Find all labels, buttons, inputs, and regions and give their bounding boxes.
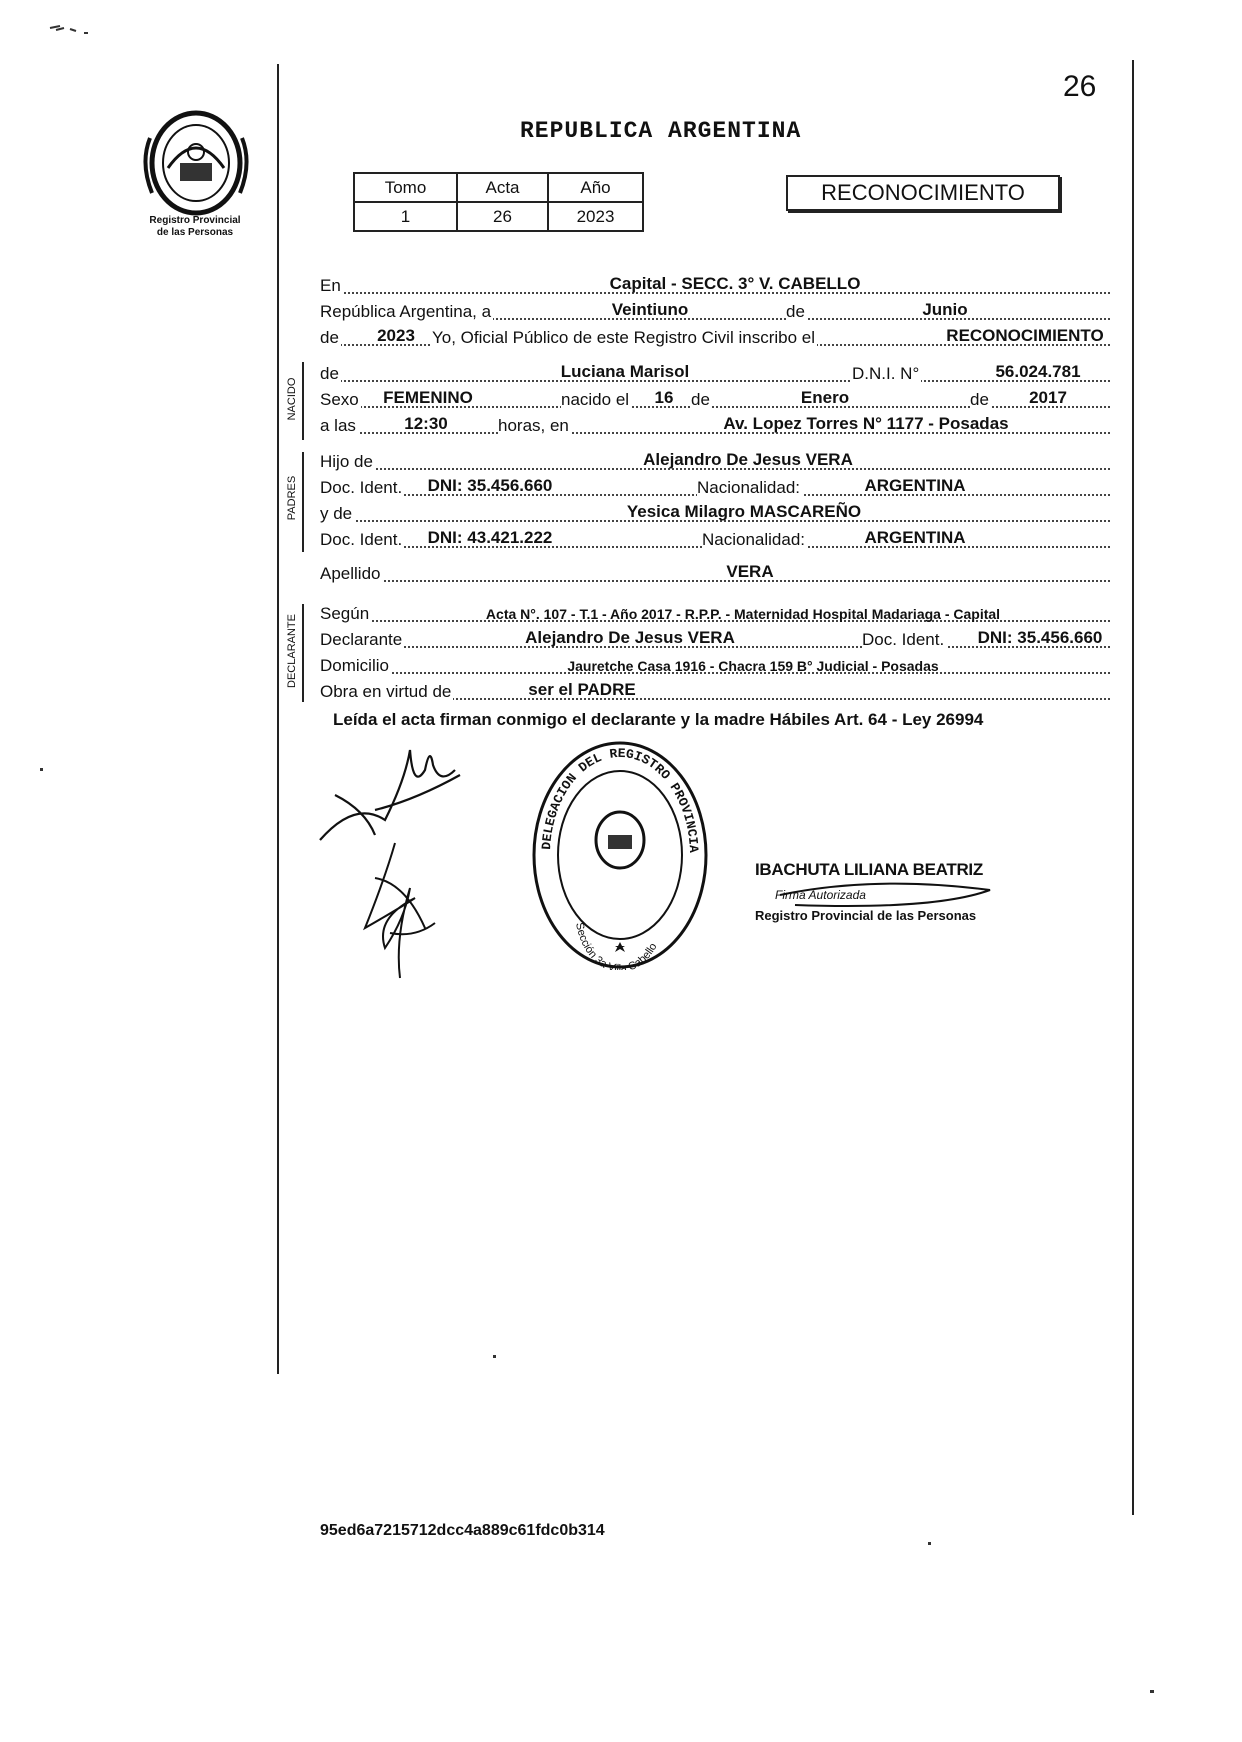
province-coat-of-arms-logo — [140, 108, 252, 218]
value-dia-nacimiento: 16 — [654, 388, 674, 407]
value-sexo: FEMENINO — [383, 388, 473, 407]
value-segun: Acta N°. 107 - T.1 - Año 2017 - R.P.P. - Maternidad Hospital Madariaga - Capital — [485, 606, 1001, 622]
value-mes: Junio — [922, 300, 968, 319]
row-anio-acto — [320, 324, 1110, 348]
register-header-acta: Acta — [457, 173, 548, 202]
value-lugar: Capital - SECC. 3° V. CABELLO — [609, 274, 861, 293]
scan-speck — [1150, 1690, 1154, 1693]
row-obra — [320, 678, 1110, 702]
right-margin-line — [1132, 60, 1134, 1515]
label-republica: República Argentina, a — [320, 302, 492, 321]
label-declarante: Declarante — [320, 630, 403, 649]
scan-mark — [48, 22, 98, 36]
row-madre-doc — [320, 526, 1110, 550]
registry-seal — [530, 740, 710, 970]
value-madre-nac: ARGENTINA — [864, 528, 966, 547]
row-fecha — [320, 298, 1110, 322]
document-hash: 95ed6a7215712dcc4a889c61fdc0b314 — [320, 1522, 605, 1539]
label-doc-declarante: Doc. Ident. — [862, 630, 945, 649]
value-doc-declarante: DNI: 35.456.660 — [977, 628, 1103, 647]
value-apellido: VERA — [726, 562, 774, 581]
value-declarante: Alejandro De Jesus VERA — [525, 628, 735, 647]
value-domicilio: Jauretche Casa 1916 - Chacra 159 B° Judicial - Posadas — [567, 658, 939, 674]
nacido-bracket — [302, 362, 304, 440]
value-acto: RECONOCIMIENTO — [946, 326, 1104, 345]
row-segun — [320, 600, 1110, 624]
label-doc-padre: Doc. Ident. — [320, 478, 403, 497]
register-value-anio: 2023 — [548, 202, 643, 231]
label-obra: Obra en virtud de — [320, 682, 452, 701]
value-padre-doc: DNI: 35.456.660 — [427, 476, 553, 495]
authority-stamp — [755, 855, 1015, 940]
record-type-box: RECONOCIMIENTO — [786, 175, 1060, 211]
label-y-de: y de — [320, 504, 353, 523]
section-label-declarante: DECLARANTE — [286, 614, 298, 688]
row-declarante — [320, 626, 1110, 650]
row-domicilio — [320, 652, 1110, 676]
value-madre-doc: DNI: 43.421.222 — [427, 528, 553, 547]
declarante-bracket — [302, 604, 304, 702]
label-en: En — [320, 276, 341, 295]
row-nacido-nombre — [320, 360, 1110, 384]
left-margin-line — [277, 64, 279, 1374]
label-nac-padre: Nacionalidad: — [697, 478, 801, 497]
register-value-tomo: 1 — [354, 202, 457, 231]
label-apellido: Apellido — [320, 564, 381, 583]
label-domicilio: Domicilio — [320, 656, 389, 675]
register-header-anio: Año — [548, 173, 643, 202]
logo-caption: Registro Provincial de las Personas — [149, 215, 241, 238]
section-label-nacido: NACIDO — [286, 377, 298, 421]
register-header-tomo: Tomo — [354, 173, 457, 202]
stamp-name: IBACHUTA LILIANA BEATRIZ — [755, 860, 983, 879]
scan-speck — [493, 1355, 496, 1358]
label-de-mes: de — [691, 390, 710, 409]
scan-speck — [40, 768, 43, 771]
label-de-anio-nac: de — [970, 390, 989, 409]
row-hijo-de — [320, 448, 1110, 472]
row-apellido — [320, 560, 1110, 584]
label-hijo-de: Hijo de — [320, 452, 373, 471]
value-obra: ser el PADRE — [528, 680, 636, 699]
document-title: REPUBLICA ARGENTINA — [520, 118, 802, 144]
row-lugar — [320, 272, 1110, 296]
closing-statement: Leída el acta firman conmigo el declarante y la madre Hábiles Art. 64 - Ley 26994 — [333, 710, 984, 729]
register-header-row — [354, 173, 643, 202]
value-dni: 56.024.781 — [995, 362, 1081, 381]
register-value-acta: 26 — [457, 202, 548, 231]
page-number: 26 — [1063, 70, 1097, 103]
row-nacido-sexo — [320, 386, 1110, 410]
mother-signature — [355, 838, 445, 983]
label-sexo: Sexo — [320, 390, 359, 409]
label-segun: Según — [320, 604, 370, 623]
value-padre: Alejandro De Jesus VERA — [643, 450, 853, 469]
stamp-role: Firma Autorizada — [775, 888, 866, 902]
register-table — [353, 172, 644, 232]
value-mes-nacimiento: Enero — [800, 388, 850, 407]
svg-text:Sección 3a Villa Cabello: Sección 3a Villa Cabello — [573, 921, 660, 970]
stamp-org: Registro Provincial de las Personas — [755, 908, 977, 923]
label-doc-madre: Doc. Ident. — [320, 530, 403, 549]
value-madre: Yesica Milagro MASCAREÑO — [626, 502, 862, 521]
value-anio-nacimiento: 2017 — [1029, 388, 1067, 407]
label-oficial: Yo, Oficial Público de este Registro Civil inscribo el — [432, 328, 815, 347]
scan-speck — [928, 1542, 931, 1545]
svg-text:DELEGACION DEL REGISTRO PROVIN: DELEGACION DEL REGISTRO PROVINCIA — [539, 745, 702, 854]
row-padre-doc — [320, 474, 1110, 498]
value-anio: 2023 — [377, 326, 415, 345]
label-horas-en: horas, en — [498, 416, 569, 435]
label-de: de — [786, 302, 805, 321]
label-dni: D.N.I. N° — [852, 364, 920, 383]
row-nacido-hora — [320, 412, 1110, 436]
label-nacido-el: nacido el — [561, 390, 630, 409]
label-de-anio: de — [320, 328, 339, 347]
value-lugar-nacimiento: Av. Lopez Torres N° 1177 - Posadas — [723, 414, 1009, 433]
section-label-padres: PADRES — [286, 475, 298, 521]
label-de-nombre: de — [320, 364, 339, 383]
value-hora: 12:30 — [404, 414, 448, 433]
label-alas: a las — [320, 416, 356, 435]
stamp-signature-stroke — [755, 875, 1015, 925]
register-value-row — [354, 202, 643, 231]
value-padre-nac: ARGENTINA — [864, 476, 966, 495]
value-dia: Veintiuno — [611, 300, 689, 319]
row-madre — [320, 500, 1110, 524]
padres-bracket — [302, 452, 304, 552]
value-nombre: Luciana Marisol — [560, 362, 690, 381]
label-nac-madre: Nacionalidad: — [702, 530, 806, 549]
